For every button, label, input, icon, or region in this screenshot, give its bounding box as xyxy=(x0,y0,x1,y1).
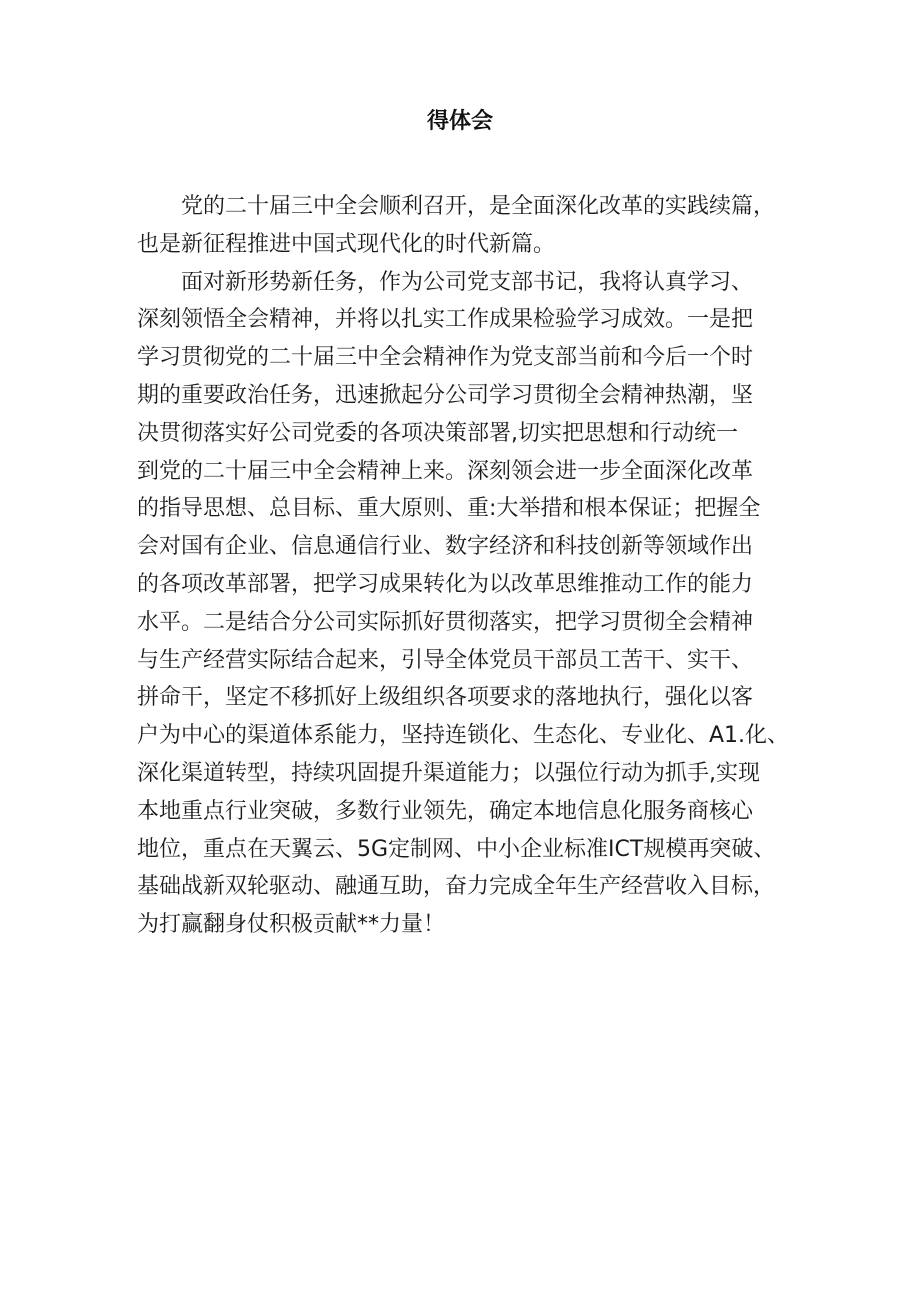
paragraph-line: 深化渠道转型，持续巩固提升渠道能力；以强位行动为抓手,实现 xyxy=(137,760,760,786)
paragraph-1 xyxy=(137,188,797,264)
paragraph-line: 会对国有企业、信息通信行业、数字经济和科技创新等领域作出 xyxy=(137,534,754,560)
document-body xyxy=(137,188,797,944)
paragraph-line: 基础战新双轮驱动、融通互助，奋力完成全年生产经营收入目标， xyxy=(137,874,776,900)
paragraph-line: 水平。二是结合分公司实际抓好贯彻落实，把学习贯彻全会精神 xyxy=(137,609,754,635)
paragraph-line: 与生产经营实际结合起来，引导全体党员干部员工苦干、实干、 xyxy=(137,647,754,673)
paragraph-line: 的各项改革部署，把学习成果转化为以改革思维推动工作的能力 xyxy=(137,571,754,597)
paragraph-line: 也是新征程推进中国式现代化的时代新篇。 xyxy=(137,231,556,257)
paragraph-line: 拼命干，坚定不移抓好上级组织各项要求的落地执行，强化以客 xyxy=(137,685,754,711)
paragraph-line: 期的重要政治任务，迅速掀起分公司学习贯彻全会精神热潮，坚 xyxy=(137,382,754,408)
paragraph-line: 决贯彻落实好公司党委的各项决策部署,切实把思想和行动统一 xyxy=(137,420,738,446)
paragraph-line: 的指导思想、总目标、重大原则、重:大举措和根本保证；把握全 xyxy=(137,496,761,522)
paragraph-line: 到党的二十届三中全会精神上来。深刻领会进一步全面深化改革 xyxy=(137,458,754,484)
paragraph-line: 深刻领悟全会精神，并将以扎实工作成果检验学习成效。一是把 xyxy=(137,307,754,333)
paragraph-line: 学习贯彻党的二十届三中全会精神作为党支部当前和今后一个时 xyxy=(137,345,754,371)
paragraph-line: 地位，重点在天翼云、5G定制网、中小企业标准ICT规模再突破、 xyxy=(137,836,776,862)
paragraph-line: 本地重点行业突破，多数行业领先，确定本地信息化服务商核心 xyxy=(137,798,754,824)
paragraph-2 xyxy=(137,264,797,944)
paragraph-line: 为打赢翻身仗积极贡献**力量！ xyxy=(137,912,446,938)
paragraph-line: 户为中心的渠道体系能力，坚持连锁化、生态化、专业化、A1.化、 xyxy=(137,723,790,749)
paragraph-line: 面对新形势新任务，作为公司党支部书记，我将认真学习、 xyxy=(181,269,754,295)
paragraph-line: 党的二十届三中全会顺利召开，是全面深化改革的实践续篇， xyxy=(181,194,776,219)
document-title: 得体会 xyxy=(426,109,493,134)
